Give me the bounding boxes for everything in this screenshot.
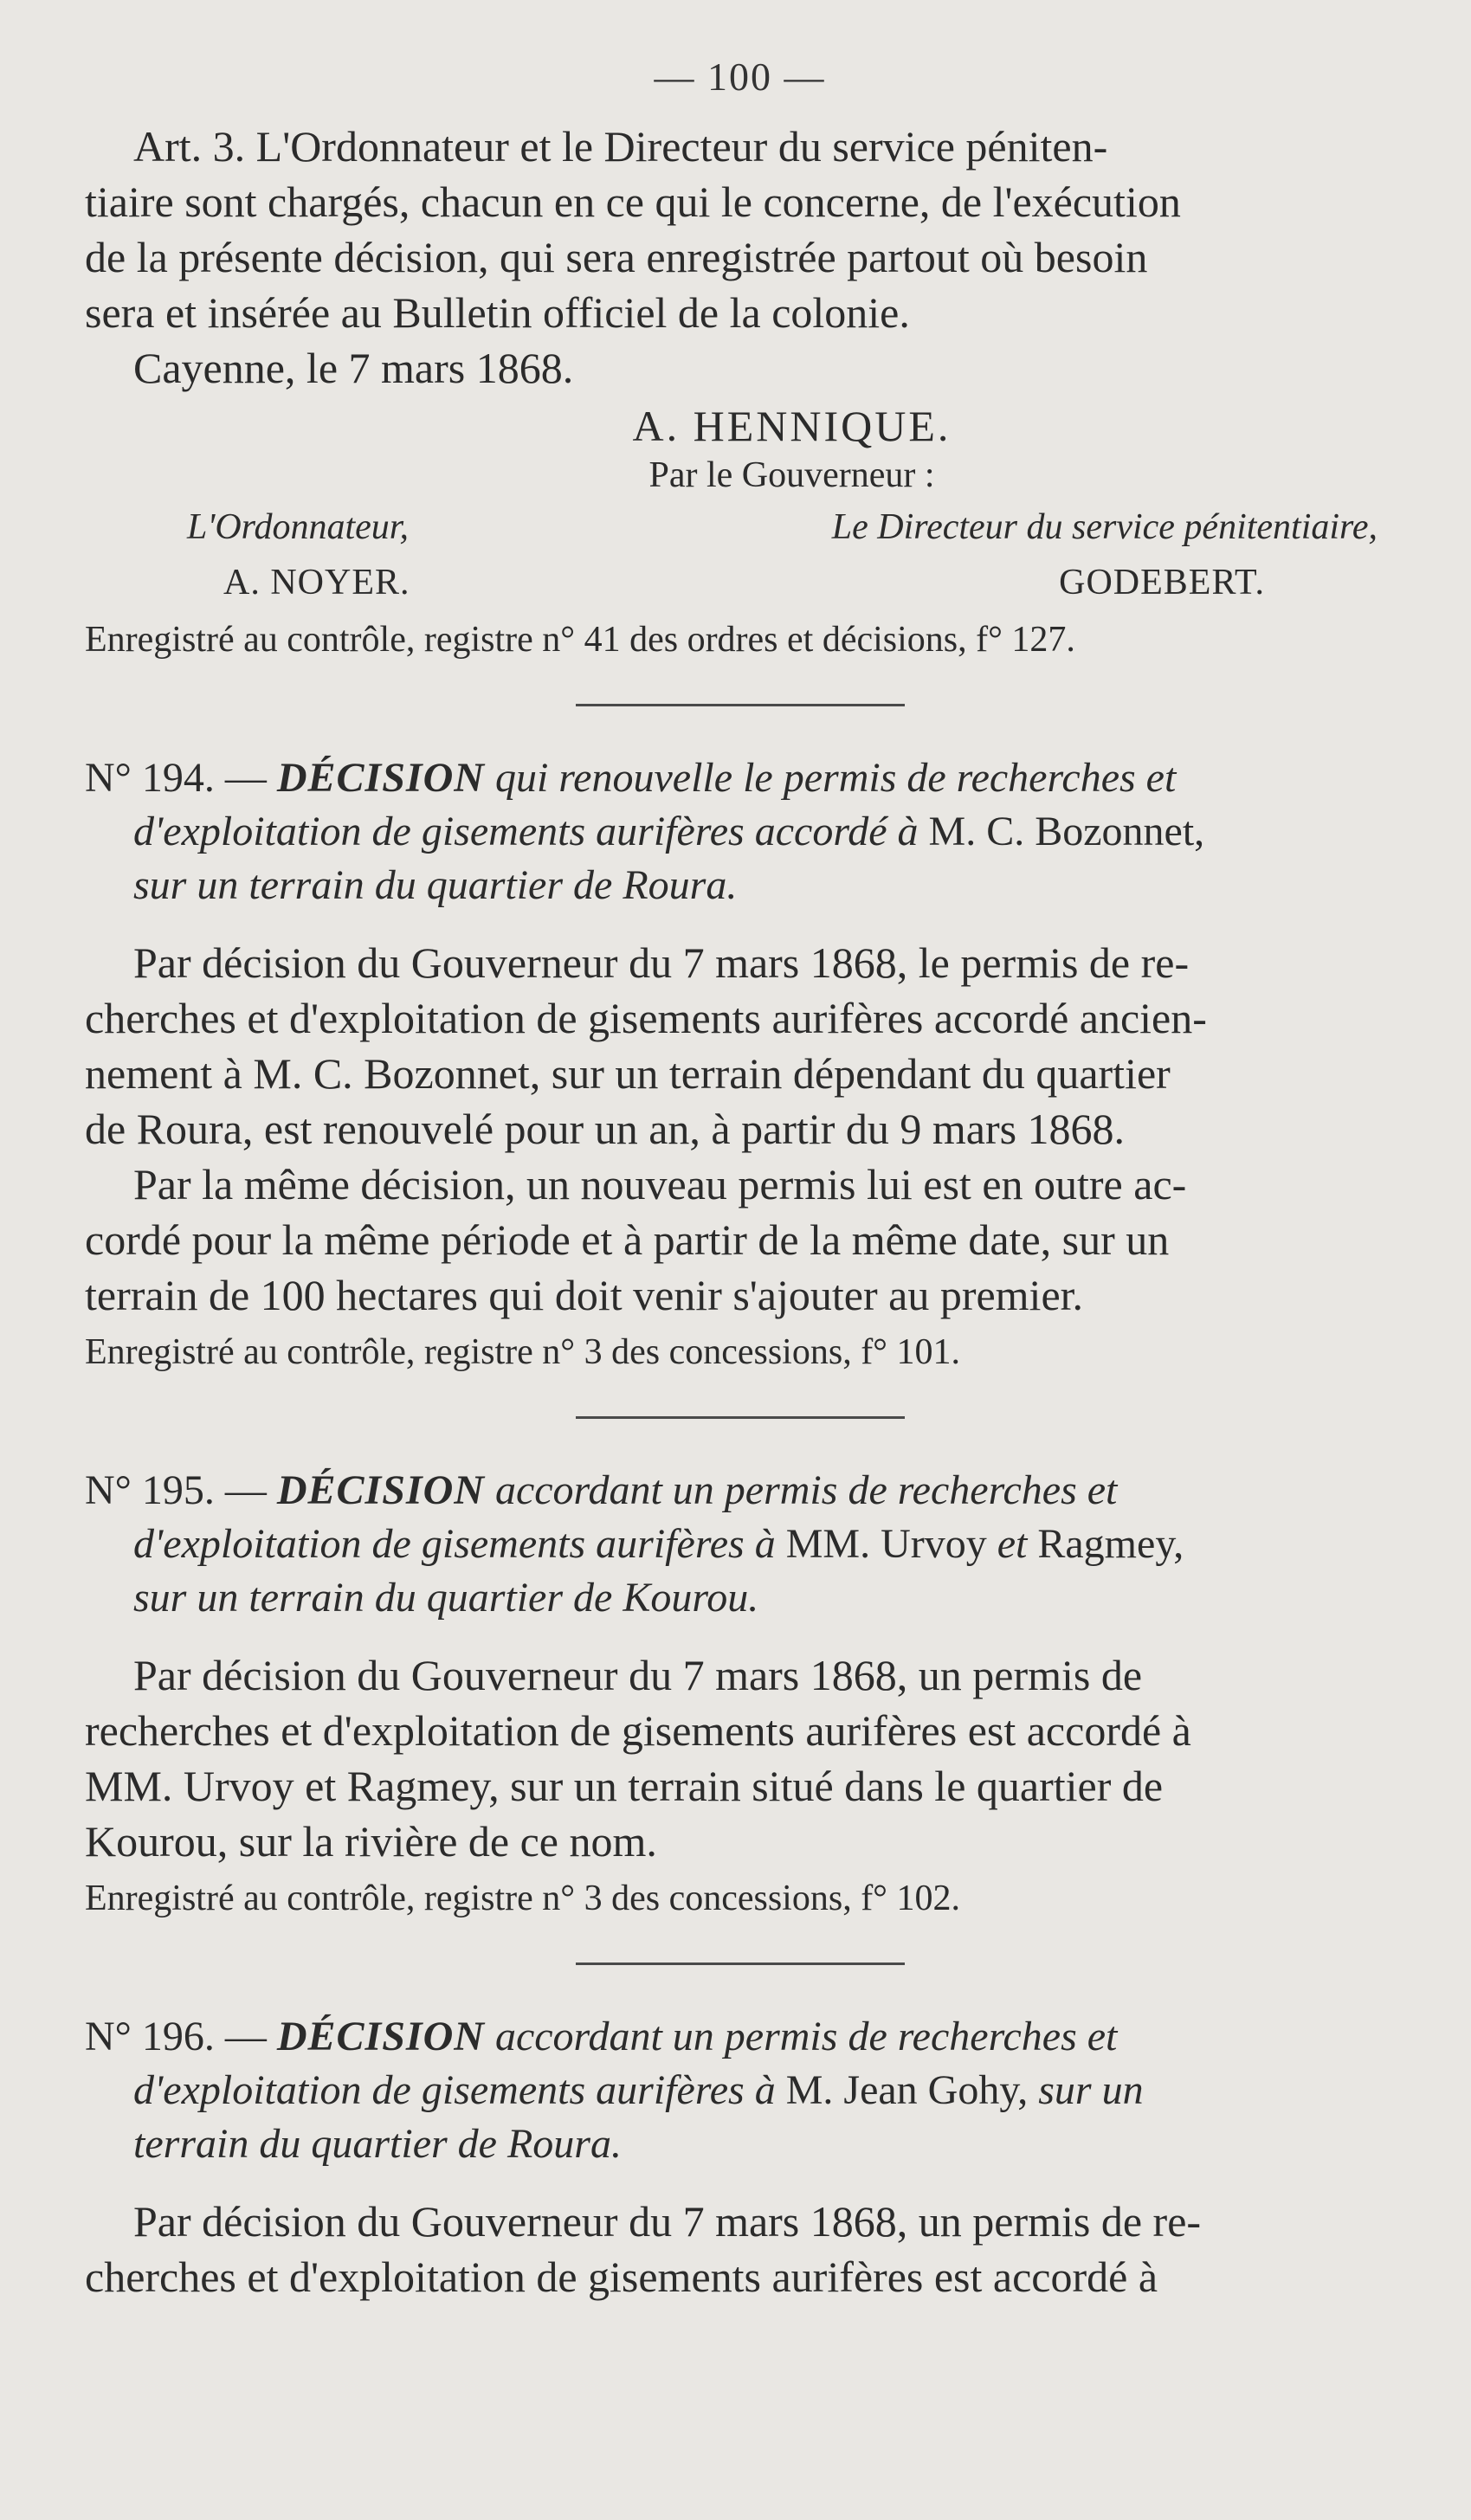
ordonnateur-name: A. NOYER. (223, 563, 410, 603)
body-line: Par la même décision, un nouveau permis lui est en outre ac- (133, 1160, 1187, 1208)
heading-text: accordant un permis de recherches et (484, 2014, 1118, 2059)
signatory-titles (85, 499, 1395, 555)
par-le-gouverneur: Par le Gouverneur : (648, 455, 935, 495)
article-3-line: tiaire sont chargés, chacun en ce qui le concerne, de l'exécution (85, 177, 1181, 226)
decision-number: N° 195. — (85, 1467, 277, 1513)
page-number: — 100 — (654, 55, 826, 99)
directeur-title: Le Directeur du service pénitentiaire, (831, 507, 1377, 547)
signatory-names (85, 555, 1395, 610)
registration-note: Enregistré au contrôle, registre n° 3 des concessions, f° 101. (85, 1332, 960, 1372)
section-divider (576, 704, 905, 706)
heading-text: sur un (1028, 2067, 1144, 2113)
body-line: Par décision du Gouverneur du 7 mars 1868, un permis de re- (133, 2197, 1202, 2246)
heading-text: accordant un permis de recherches et (484, 1467, 1118, 1513)
heading-text: d'exploitation de gisements aurifères à (133, 2067, 776, 2113)
decision-194-heading (85, 751, 1395, 912)
article-3-line: de la présente décision, qui sera enregistrée partout où besoin (85, 233, 1148, 281)
decision-keyword: DÉCISION (276, 1467, 485, 1513)
ordonnateur-title: L'Ordonnateur, (187, 507, 409, 547)
heading-conjunction: et (997, 1521, 1028, 1567)
heading-text: d'exploitation de gisements aurifères accordé à (133, 809, 919, 854)
heading-name: M. Jean Gohy, (775, 2067, 1029, 2113)
registration-note: Enregistré au contrôle, registre n° 41 des ordres et décisions, f° 127. (85, 620, 1075, 660)
place-date: Cayenne, le 7 mars 1868. (133, 344, 574, 392)
article-3-line: Art. 3. L'Ordonnateur et le Directeur du service péniten- (133, 122, 1108, 171)
heading-text: sur un terrain du quartier de Kourou. (133, 1575, 759, 1621)
heading-text: qui renouvelle le permis de recherches et (484, 755, 1177, 801)
heading-text: terrain du quartier de Roura. (133, 2121, 622, 2167)
article-3-line: sera et insérée au Bulletin officiel de la colonie. (85, 288, 910, 337)
registration-note: Enregistré au contrôle, registre n° 3 des concessions, f° 102. (85, 1879, 960, 1918)
decision-196-heading (85, 2010, 1395, 2171)
heading-name: MM. Urvoy (775, 1521, 997, 1567)
body-line: de Roura, est renouvelé pour un an, à partir du 9 mars 1868. (85, 1105, 1126, 1153)
decision-195 (85, 1464, 1395, 1924)
decision-number: N° 194. — (85, 755, 277, 801)
body-line: Kourou, sur la rivière de ce nom. (85, 1817, 657, 1866)
article-3 (85, 119, 1395, 666)
decision-196 (85, 2010, 1395, 2304)
heading-name: M. C. Bozonnet, (918, 809, 1205, 854)
decision-number: N° 196. — (85, 2014, 277, 2059)
governor-signature: A. HENNIQUE. (632, 402, 952, 450)
decision-keyword: DÉCISION (276, 755, 485, 801)
decision-keyword: DÉCISION (276, 2014, 485, 2059)
body-line: cherches et d'exploitation de gisements aurifères accordé ancien- (85, 994, 1207, 1042)
body-line: cherches et d'exploitation de gisements aurifères est accordé à (85, 2253, 1158, 2301)
section-divider (576, 1416, 905, 1419)
body-line: nement à M. C. Bozonnet, sur un terrain dépendant du quartier (85, 1049, 1171, 1098)
body-line: Par décision du Gouverneur du 7 mars 1868, le permis de re- (133, 938, 1190, 987)
section-divider (576, 1963, 905, 1965)
decision-195-heading (85, 1464, 1395, 1625)
heading-text: d'exploitation de gisements aurifères à (133, 1521, 776, 1567)
heading-text: sur un terrain du quartier de Roura. (133, 862, 738, 908)
body-line: recherches et d'exploitation de gisements aurifères est accordé à (85, 1706, 1191, 1755)
body-line: cordé pour la même période et à partir de la même date, sur un (85, 1215, 1170, 1264)
body-line: terrain de 100 hectares qui doit venir s'ajouter au premier. (85, 1271, 1084, 1319)
body-line: MM. Urvoy et Ragmey, sur un terrain situé dans le quartier de (85, 1762, 1164, 1810)
heading-name: Ragmey, (1027, 1521, 1184, 1567)
directeur-name: GODEBERT. (1059, 563, 1265, 603)
body-line: Par décision du Gouverneur du 7 mars 1868, un permis de (133, 1651, 1143, 1699)
decision-194 (85, 751, 1395, 1378)
